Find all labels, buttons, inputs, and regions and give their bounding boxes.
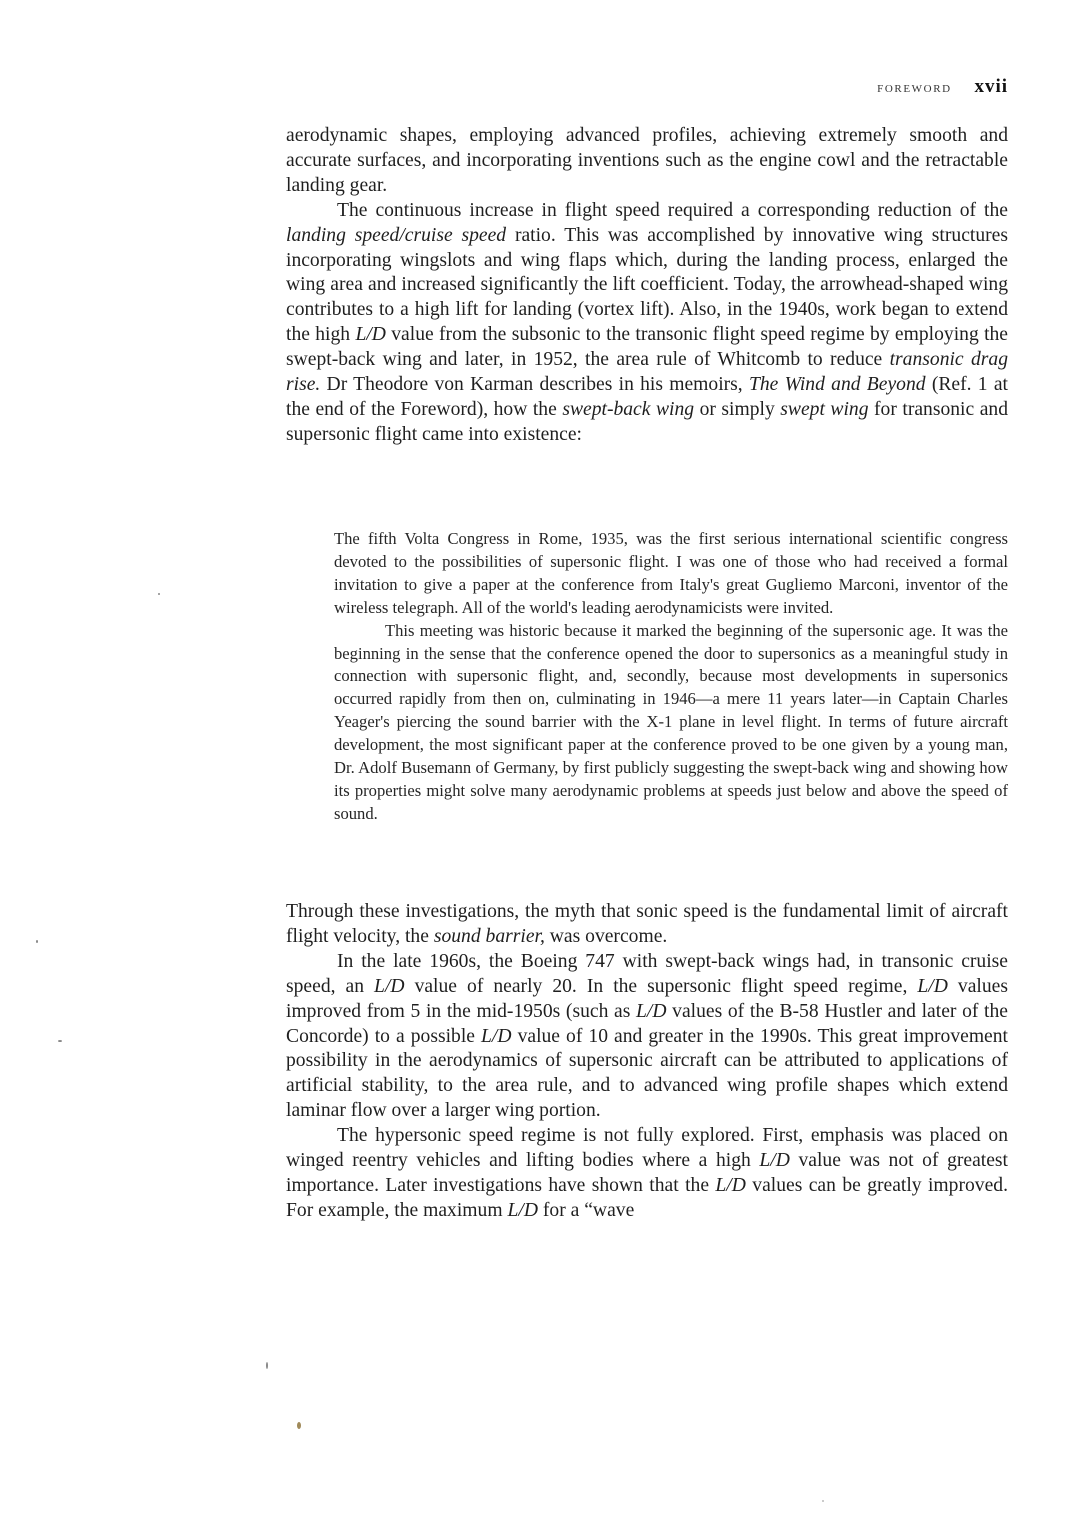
p4-text-3: values improved from 5 in the mid-1950s (such as: [286, 975, 1008, 1022]
p2-italic-3: transonic drag rise.: [286, 349, 1008, 396]
p2-italic-2: L/D: [355, 324, 386, 346]
scan-speck: [266, 1362, 268, 1369]
paragraph-5: [286, 1124, 1008, 1224]
p4-italic-1: L/D: [374, 975, 405, 997]
p2-text-1: The continuous increase in flight speed required a corresponding reduction of the: [337, 199, 1008, 221]
p2-italic-5: swept-back wing: [562, 398, 695, 420]
p5-italic-2: L/D: [715, 1174, 746, 1196]
p2-italic-6: swept wing: [780, 398, 869, 420]
p2-italic-4: The Wind and Beyond: [748, 374, 926, 396]
scan-speck: [822, 1500, 824, 1502]
body-text-top: [286, 124, 1008, 448]
p4-italic-4: L/D: [481, 1025, 512, 1047]
page-number: xvii: [974, 76, 1008, 97]
quote-paragraph-1: The fifth Volta Congress in Rome, 1935, was the first serious international scientific congress devoted to the possibilities of supersonic flight. I was one of those who had received a formal invitation to give a paper at the conference from Italy's great Gugliemo Marconi, inventor of the wireless telegraph. All of the world's leading aerodynamicists were invited.: [334, 529, 1008, 617]
p5-italic-1: L/D: [759, 1150, 790, 1172]
p5-text-3: values can be greatly improved. For example, the maximum: [286, 1174, 1008, 1221]
p4-text-2: value of nearly 20. In the supersonic flight speed regime,: [404, 975, 918, 997]
quote-paragraph-2: This meeting was historic because it marked the beginning of the supersonic age. It was the beginning in the sense that the conference opened the door to supersonics as a meaningful study in connection with supersonic flight, and, secondly, because most developments in supersonics occurred rapidly from then on, culminating in 1946—a mere 11 years later—in Captain Charles Yeager's piercing the sound barrier with the X-1 plane in level flight. In terms of future aircraft development, the most significant paper at the conference proved to be one given by a young man, Dr. Adolf Busemann of Germany, by first publicly suggesting the swept-back wing and showing how its properties might solve many aerodynamic problems at speeds just below and above the speed of sound.: [334, 620, 1008, 823]
scan-speck: [58, 1040, 62, 1042]
paragraph-4: [286, 950, 1008, 1124]
p3-italic-1: sound barrier,: [433, 925, 545, 947]
p5-text-4: for a “wave: [537, 1199, 635, 1221]
paragraph-1: aerodynamic shapes, employing advanced profiles, achieving extremely smooth and accurate surfaces, and incorporating inventions such as the engine cowl and the retractable landing gear.: [286, 125, 1008, 196]
p2-text-2: ratio. This was accomplished by innovative wing structures incorporating wingslots and wing flaps which, during the landing process, enlarged the wing area and increased significantly the lift coefficient. Today, the arrowhead-shaped wing contributes to a high lift for landing (vortex lift). Also, in the 1940s, work began to extend the high: [286, 224, 1008, 346]
p2-text-5: (Ref. 1 at the end of the Foreword), how the: [286, 374, 1008, 420]
p2-text-7: for transonic and supersonic flight came into existence:: [286, 398, 1008, 445]
p2-text-3: value from the subsonic to the transonic flight speed regime by employing the swept-back wing and later, in 1952, the area rule of Whitcomb to reduce: [286, 324, 1009, 371]
p4-italic-2: L/D: [917, 975, 948, 997]
p5-text-2: value was not of greatest importance. Later investigations have shown that the: [286, 1150, 1008, 1196]
p2-italic-1: landing speed/cruise speed: [286, 224, 507, 246]
block-quote: [334, 528, 1008, 826]
body-text-bottom: [286, 900, 1008, 1224]
p3-text-2: was overcome.: [544, 925, 668, 947]
scan-speck: [36, 940, 38, 943]
p5-text-1: The hypersonic speed regime is not fully explored. First, emphasis was placed on winged reentry vehicles and lifting bodies where a high: [286, 1125, 1008, 1172]
p2-text-6: or simply: [694, 398, 781, 420]
p3-text-1: Through these investigations, the myth that sonic speed is the fundamental limit of aircraft flight velocity, the: [286, 901, 1008, 947]
p5-italic-3: L/D: [507, 1199, 538, 1221]
section-title: FOREWORD: [877, 83, 952, 95]
p4-italic-3: L/D: [636, 1000, 667, 1022]
running-header: [877, 76, 1008, 98]
p2-text-4: Dr Theodore von Karman describes in his memoirs,: [320, 374, 749, 396]
scan-speck: [158, 593, 160, 595]
p4-text-4: values of the B-58 Hustler and later of the Concorde) to a possible: [286, 1000, 1008, 1047]
scan-speck: [297, 1422, 301, 1429]
paragraph-3: [286, 900, 1008, 950]
p4-text-1: In the late 1960s, the Boeing 747 with swept-back wings had, in transonic cruise speed, an: [286, 950, 1008, 997]
p4-text-5: value of 10 and greater in the 1990s. This great improvement possibility in the aerodynamics of supersonic aircraft can be attributed to applications of artificial stability, to the area rule, and to advanced wing profile shapes which extend laminar flow over a larger wing portion.: [286, 1025, 1008, 1122]
paragraph-2: [286, 199, 1008, 448]
